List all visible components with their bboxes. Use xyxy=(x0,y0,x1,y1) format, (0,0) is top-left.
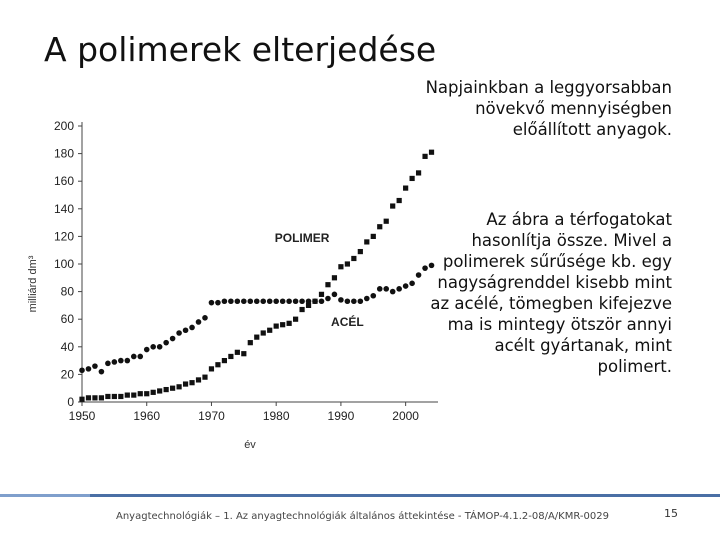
acel-point xyxy=(429,263,435,269)
x-tick-label: 1980 xyxy=(262,409,290,423)
acel-point xyxy=(105,361,111,367)
footer-divider xyxy=(0,494,720,497)
acel-point xyxy=(299,298,305,304)
polimer-point xyxy=(293,317,298,322)
y-tick-label: 60 xyxy=(60,312,74,327)
acel-point xyxy=(196,319,202,325)
acel-point xyxy=(364,296,370,302)
polimer-point xyxy=(183,381,188,386)
acel-point xyxy=(338,297,344,303)
acel-point xyxy=(189,325,195,331)
polimer-point xyxy=(170,386,175,391)
acel-point xyxy=(403,283,409,289)
polimer-point xyxy=(371,234,376,239)
acel-point xyxy=(409,281,415,287)
acel-point xyxy=(137,354,143,360)
acel-point xyxy=(176,330,182,336)
chart-marks xyxy=(79,150,434,402)
y-tick-label: 40 xyxy=(60,339,74,354)
acel-point xyxy=(286,298,292,304)
polimer-point xyxy=(397,198,402,203)
acel-point xyxy=(254,298,260,304)
polimer-point xyxy=(131,393,136,398)
acel-point xyxy=(306,298,312,304)
polimer-point xyxy=(287,321,292,326)
polimer-point xyxy=(248,340,253,345)
explanation-paragraph: Az ábra a térfogatokat hasonlítja össze. Mivel a polimerek sűrűsége kb. egy nagyságrenddel kisebb mint az acélé, tömegben kifejezve ma is mintegy ötször annyi acélt gyártanak, mint polimert. xyxy=(430,210,672,376)
acel-point xyxy=(144,347,150,353)
acel-point xyxy=(118,358,124,364)
polimer-point xyxy=(416,170,421,175)
page-number: 15 xyxy=(664,507,678,520)
polimer-point xyxy=(261,330,266,335)
chart-labels xyxy=(27,119,419,451)
x-tick-label: 1970 xyxy=(198,409,225,423)
acel-point xyxy=(235,298,241,304)
polimer-point xyxy=(202,375,207,380)
polimer-point xyxy=(332,275,337,280)
polimer-point xyxy=(319,292,324,297)
polimer-point xyxy=(176,384,181,389)
acel-point xyxy=(351,298,357,304)
chart xyxy=(10,108,480,460)
acel-point xyxy=(312,298,318,304)
acel-point xyxy=(383,286,389,292)
polimer-point xyxy=(241,351,246,356)
acel-point xyxy=(273,298,279,304)
acel-point xyxy=(215,300,221,306)
polimer-point xyxy=(112,394,117,399)
y-tick-label: 120 xyxy=(53,229,74,244)
chart-svg xyxy=(10,108,480,460)
polimer-point xyxy=(118,394,123,399)
polimer-point xyxy=(351,256,356,261)
x-tick-label: 2000 xyxy=(392,409,419,423)
polimer-point xyxy=(390,203,395,208)
polimer-point xyxy=(338,264,343,269)
polimer-point xyxy=(164,387,169,392)
polimer-point xyxy=(92,395,97,400)
slide-title: A polimerek elterjedése xyxy=(44,30,437,69)
acel-point xyxy=(345,298,351,304)
y-tick-label: 160 xyxy=(53,174,74,189)
polimer-point xyxy=(189,380,194,385)
polimer-point xyxy=(86,395,91,400)
acel-point xyxy=(125,358,131,364)
acel-point xyxy=(241,298,247,304)
y-tick-label: 0 xyxy=(67,395,74,409)
x-tick-label: 1950 xyxy=(68,409,96,423)
polimer-point xyxy=(138,391,143,396)
acel-point xyxy=(163,340,169,346)
x-tick-label: 1960 xyxy=(133,409,161,423)
polimer-point xyxy=(274,324,279,329)
acel-point xyxy=(228,298,234,304)
acel-point xyxy=(332,292,338,298)
acel-point xyxy=(202,315,208,321)
acel-point xyxy=(79,367,85,373)
polimer-point xyxy=(280,322,285,327)
intro-paragraph: Napjainkban a leggyorsabban növekvő mennyiségben előállított anyagok. xyxy=(425,78,672,139)
acel-point xyxy=(209,300,215,306)
polimer-point xyxy=(345,261,350,266)
acel-point xyxy=(92,363,98,369)
polimer-point xyxy=(157,388,162,393)
polimer-point xyxy=(144,391,149,396)
polimer-point xyxy=(215,362,220,367)
acel-point xyxy=(319,298,325,304)
polimer-point xyxy=(222,358,227,363)
acel-point xyxy=(358,298,364,304)
acel-point xyxy=(170,336,176,342)
acel-point xyxy=(99,369,105,375)
acel-point xyxy=(396,286,402,292)
acel-point xyxy=(112,359,118,365)
acel-point xyxy=(260,298,266,304)
polimer-point xyxy=(377,224,382,229)
y-tick-label: 100 xyxy=(53,257,74,271)
polimer-point xyxy=(364,239,369,244)
polimer-point xyxy=(79,397,84,402)
acel-point xyxy=(416,272,422,278)
polimer-point xyxy=(254,335,259,340)
acel-point xyxy=(157,344,163,350)
acel-point xyxy=(86,366,92,372)
footer-accent xyxy=(0,494,90,497)
acel-point xyxy=(377,286,383,292)
acel-point xyxy=(422,265,428,271)
polimer-point xyxy=(209,366,214,371)
polimer-point xyxy=(267,328,272,333)
polimer-point xyxy=(403,186,408,191)
y-tick-label: 20 xyxy=(60,367,74,382)
polimer-point xyxy=(196,377,201,382)
y-tick-label: 180 xyxy=(53,146,74,161)
acel-point xyxy=(390,289,396,295)
acel-point xyxy=(247,298,253,304)
acel-point xyxy=(325,296,331,302)
y-tick-label: 140 xyxy=(53,201,74,216)
polimer-point xyxy=(99,395,104,400)
polimer-point xyxy=(422,154,427,159)
acel-point xyxy=(150,344,156,350)
acel-point xyxy=(280,298,286,304)
polimer-point xyxy=(325,282,330,287)
polimer-point xyxy=(125,393,130,398)
y-tick-label: 200 xyxy=(53,119,74,133)
polimer-point xyxy=(235,350,240,355)
polimer-point xyxy=(151,390,156,395)
acel-series-label: ACÉL xyxy=(331,315,364,330)
acel-point xyxy=(293,298,299,304)
polimer-point xyxy=(228,354,233,359)
acel-point xyxy=(222,298,228,304)
polimer-point xyxy=(358,249,363,254)
polimer-point xyxy=(429,150,434,155)
footer-text: Anyagtechnológiák – 1. Az anyagtechnológiák általános áttekintése - TÁMOP-4.1.2-08/A/KMR-0029 xyxy=(116,511,609,522)
polimer-series-label: POLIMER xyxy=(274,230,330,245)
acel-point xyxy=(267,298,273,304)
polimer-point xyxy=(105,394,110,399)
polimer-point xyxy=(410,176,415,181)
polimer-point xyxy=(299,307,304,312)
x-axis-label: év xyxy=(244,439,256,451)
x-tick-label: 1990 xyxy=(327,409,355,423)
polimer-point xyxy=(384,219,389,224)
acel-point xyxy=(183,327,189,333)
y-tick-label: 80 xyxy=(60,284,74,299)
acel-point xyxy=(131,354,137,360)
chart-axes xyxy=(78,122,438,406)
y-axis-label: milliárd dm³ xyxy=(27,255,39,313)
acel-point xyxy=(370,293,376,299)
